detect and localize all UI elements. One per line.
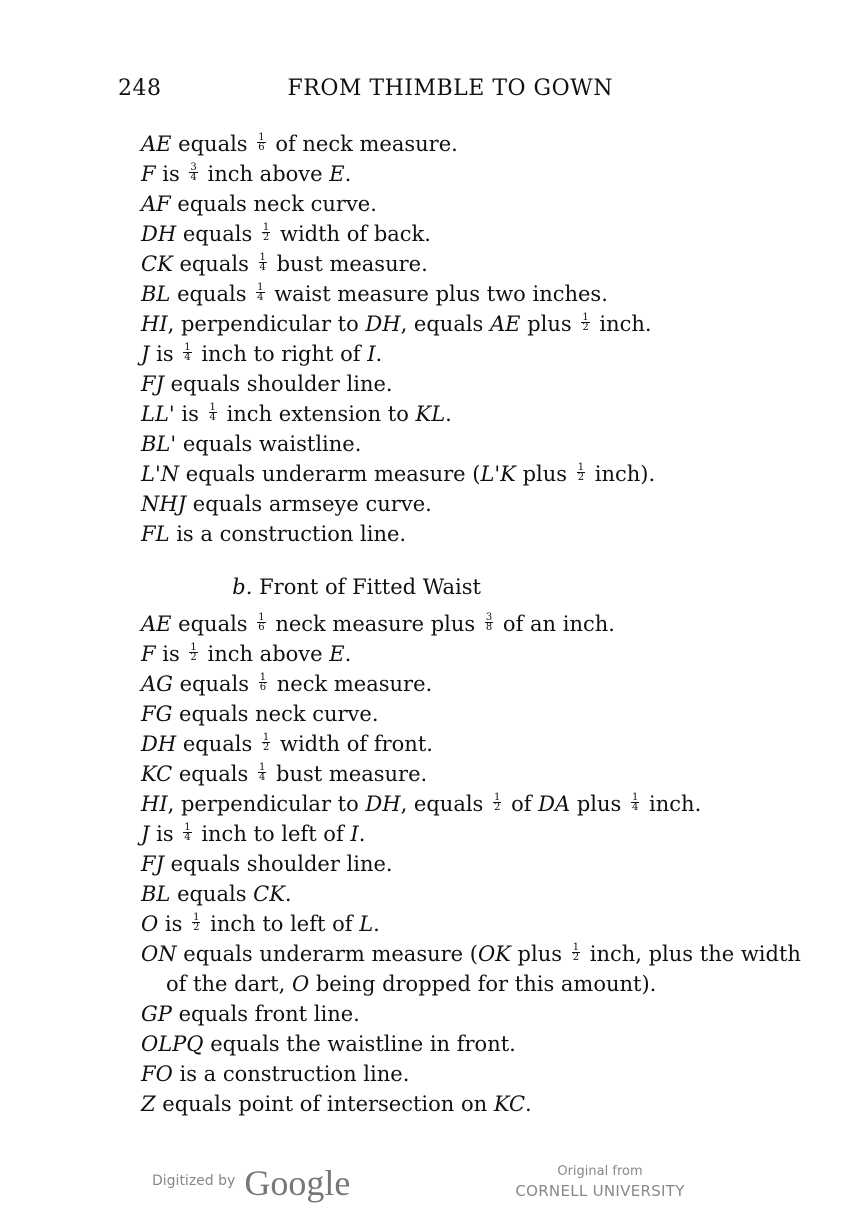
point-label: FJ	[141, 852, 164, 876]
point-label: I	[367, 342, 376, 366]
line-text: inch.	[592, 312, 652, 336]
point-label: KL	[415, 402, 446, 426]
line-text: is	[155, 642, 187, 666]
point-label: AE	[141, 612, 172, 636]
fraction-denominator: 2	[572, 952, 580, 963]
point-label: BL'	[141, 432, 177, 456]
fraction-numerator: 1	[582, 312, 589, 323]
line-text: .	[284, 882, 292, 906]
point-label: Z	[141, 1092, 156, 1116]
point-label: BL	[141, 282, 171, 306]
instruction-line	[141, 399, 791, 429]
fraction-numerator: 1	[258, 132, 265, 143]
fraction-denominator: 2	[577, 472, 585, 483]
fraction	[259, 673, 267, 692]
point-label: FL	[141, 522, 170, 546]
point-label: DH	[365, 312, 401, 336]
line-text: being dropped for this amount).	[309, 972, 657, 996]
line-text: equals	[176, 222, 259, 246]
fraction-numerator: 1	[258, 762, 266, 773]
section-b-title: Front of Fitted Waist	[252, 575, 481, 599]
line-text: of	[504, 792, 539, 816]
line-text: inch to left of	[194, 822, 351, 846]
fraction	[192, 913, 200, 932]
line-text: is	[174, 402, 206, 426]
original-from-text: Original from	[557, 1164, 643, 1179]
fraction	[581, 313, 589, 332]
line-text: equals	[171, 132, 255, 156]
line-text: plus	[520, 312, 579, 336]
fraction-denominator: 4	[184, 352, 191, 363]
point-label: CK	[141, 252, 173, 276]
instruction-line	[141, 639, 791, 669]
google-logo: Google	[244, 1163, 351, 1203]
instruction-line	[141, 789, 791, 819]
fraction-numerator: 1	[258, 612, 265, 623]
line-text: .	[375, 342, 383, 366]
instruction-line	[141, 279, 791, 309]
fraction	[572, 943, 580, 962]
fraction	[189, 643, 197, 662]
fraction-denominator: 6	[259, 682, 267, 693]
line-text: neck measure.	[270, 672, 433, 696]
line-text: of an inch.	[496, 612, 615, 636]
fraction-denominator: 6	[258, 142, 265, 153]
fraction-numerator: 1	[257, 282, 264, 293]
instruction-line	[141, 759, 791, 789]
fraction-numerator: 1	[577, 462, 585, 473]
line-text: equals underarm measure (	[176, 942, 478, 966]
line-text: is	[149, 342, 181, 366]
line-text: width of front.	[273, 732, 433, 756]
line-text: , equals	[400, 792, 491, 816]
line-text: equals	[172, 672, 256, 696]
point-label: O	[141, 912, 159, 936]
line-text: inch extension to	[219, 402, 416, 426]
instruction-line	[141, 909, 791, 939]
line-text: is a construction line.	[172, 1062, 410, 1086]
institution-name: CORNELL UNIVERSITY	[515, 1182, 685, 1200]
point-label: F	[141, 642, 156, 666]
line-text: equals armseye curve.	[186, 492, 432, 516]
fraction-numerator: 1	[494, 792, 501, 803]
fraction	[577, 463, 585, 482]
point-label: HI	[141, 792, 168, 816]
point-label: HI	[141, 312, 168, 336]
fraction	[493, 793, 501, 812]
point-label: AE	[141, 132, 172, 156]
fraction-denominator: 2	[193, 922, 200, 933]
instruction-line	[141, 129, 791, 159]
line-text: equals shoulder line.	[164, 372, 393, 396]
fraction	[209, 403, 217, 422]
section-b-list	[141, 609, 801, 1119]
line-text: inch to right of	[194, 342, 368, 366]
fraction	[631, 793, 639, 812]
line-text: equals neck curve.	[172, 702, 379, 726]
section-a-list	[141, 129, 791, 549]
instruction-line	[141, 609, 791, 639]
line-text: .	[373, 912, 380, 936]
line-text: of neck measure.	[268, 132, 458, 156]
point-label: KC	[141, 762, 173, 786]
fraction	[256, 283, 264, 302]
instruction-line	[141, 729, 791, 759]
instruction-line	[141, 1089, 791, 1119]
fraction-denominator: 2	[494, 802, 501, 813]
line-text: plus	[515, 462, 574, 486]
fraction	[262, 223, 270, 242]
fraction	[259, 253, 267, 272]
point-label: OLPQ	[141, 1032, 204, 1056]
line-text: , perpendicular to	[167, 312, 366, 336]
point-label: AE	[490, 312, 521, 336]
fraction	[183, 823, 191, 842]
line-text: equals waistline.	[176, 432, 362, 456]
point-label: DH	[141, 732, 177, 756]
point-label: L	[359, 912, 374, 936]
line-text: equals	[172, 762, 255, 786]
page-number: 248	[118, 76, 162, 101]
point-label: CK	[253, 882, 285, 906]
digitized-by-watermark	[152, 1162, 350, 1206]
fraction-numerator: 1	[184, 822, 191, 833]
fraction-denominator: 2	[582, 322, 589, 333]
fraction-denominator: 2	[190, 652, 197, 663]
line-text: inch).	[588, 462, 656, 486]
fraction-numerator: 1	[259, 252, 266, 263]
fraction	[258, 763, 266, 782]
instruction-line	[141, 879, 791, 909]
line-text: .	[344, 642, 352, 666]
line-text: , equals	[400, 312, 491, 336]
instruction-line	[141, 309, 791, 339]
line-text: equals	[172, 252, 256, 276]
instruction-line	[141, 999, 791, 1029]
instruction-line	[141, 219, 791, 249]
point-label: L'N	[141, 462, 180, 486]
point-label: AF	[141, 192, 171, 216]
fraction	[257, 613, 265, 632]
line-text: .	[358, 822, 366, 846]
point-label: KC	[493, 1092, 526, 1116]
line-text: bust measure.	[269, 762, 428, 786]
point-label: GP	[141, 1002, 172, 1026]
page-header	[118, 76, 613, 106]
line-text: .	[445, 402, 452, 426]
line-text: bust measure.	[269, 252, 428, 276]
line-text: inch, plus the width	[583, 942, 801, 966]
instruction-line	[141, 429, 791, 459]
fraction-numerator: 1	[632, 792, 639, 803]
fraction-denominator: 2	[262, 742, 270, 753]
line-text: inch above	[200, 642, 330, 666]
line-text: equals the waistline in front.	[203, 1032, 516, 1056]
fraction-numerator: 1	[209, 402, 216, 413]
section-b-letter: b.	[232, 575, 253, 599]
line-text: equals	[170, 282, 254, 306]
point-label: AG	[141, 672, 173, 696]
line-text: is	[149, 822, 181, 846]
fraction-denominator: 4	[184, 832, 191, 843]
line-text: width of back.	[273, 222, 431, 246]
line-text: equals underarm measure (	[179, 462, 481, 486]
point-label: DA	[538, 792, 571, 816]
fraction-numerator: 1	[262, 732, 270, 743]
line-text: equals point of intersection on	[155, 1092, 494, 1116]
fraction-numerator: 1	[184, 342, 191, 353]
line-text: of the dart,	[166, 972, 292, 996]
instruction-line	[141, 969, 791, 999]
instruction-line	[141, 189, 791, 219]
fraction-numerator: 1	[193, 912, 200, 923]
fraction	[183, 343, 191, 362]
line-text: equals neck curve.	[170, 192, 377, 216]
instruction-line	[141, 339, 791, 369]
section-b-heading	[141, 572, 481, 602]
point-label: O	[291, 972, 310, 996]
fraction-denominator: 2	[262, 232, 270, 243]
line-text: equals shoulder line.	[164, 852, 393, 876]
instruction-line	[141, 489, 791, 519]
line-text: equals front line.	[171, 1002, 360, 1026]
point-label: LL'	[141, 402, 175, 426]
line-text: equals	[171, 612, 255, 636]
line-text: is	[155, 162, 187, 186]
instruction-line	[141, 1059, 791, 1089]
line-text: , perpendicular to	[167, 792, 366, 816]
point-label: FJ	[141, 372, 164, 396]
original-from-watermark	[505, 1163, 695, 1201]
point-label: J	[141, 342, 150, 366]
line-text: inch above	[200, 162, 330, 186]
instruction-line	[141, 849, 791, 879]
fraction-numerator: 3	[190, 162, 197, 173]
point-label: ON	[141, 942, 177, 966]
point-label: FO	[141, 1062, 173, 1086]
line-text: is a construction line.	[169, 522, 407, 546]
line-text: neck measure plus	[268, 612, 482, 636]
line-text: is	[158, 912, 190, 936]
fraction-numerator: 1	[572, 942, 580, 953]
running-head: FROM THIMBLE TO GOWN	[287, 76, 613, 101]
instruction-line	[141, 249, 791, 279]
instruction-line	[141, 699, 791, 729]
digitized-by-text: Digitized by	[152, 1173, 236, 1189]
instruction-line	[141, 939, 801, 969]
fraction-denominator: 6	[258, 622, 265, 633]
point-label: L'K	[480, 462, 516, 486]
point-label: OK	[477, 942, 511, 966]
line-text: .	[344, 162, 352, 186]
fraction-denominator: 4	[632, 802, 639, 813]
fraction-denominator: 4	[257, 292, 264, 303]
point-label: BL	[141, 882, 171, 906]
instruction-line	[141, 459, 791, 489]
instruction-line	[141, 819, 791, 849]
fraction-numerator: 1	[262, 222, 270, 233]
point-label: J	[141, 822, 150, 846]
line-text: plus	[570, 792, 628, 816]
point-label: F	[141, 162, 156, 186]
instruction-line	[141, 159, 791, 189]
point-label: DH	[141, 222, 177, 246]
fraction-numerator: 1	[259, 672, 267, 683]
fraction-numerator: 1	[190, 642, 197, 653]
point-label: I	[350, 822, 359, 846]
fraction	[262, 733, 270, 752]
fraction	[189, 163, 197, 182]
instruction-line	[141, 519, 791, 549]
line-text: plus	[510, 942, 569, 966]
instruction-line	[141, 1029, 791, 1059]
line-text: .	[525, 1092, 532, 1116]
fraction-denominator: 8	[485, 622, 493, 633]
line-text: equals	[176, 732, 259, 756]
fraction-denominator: 4	[259, 262, 266, 273]
point-label: NHJ	[141, 492, 187, 516]
fraction	[257, 133, 265, 152]
instruction-line	[141, 369, 791, 399]
fraction-denominator: 4	[209, 412, 216, 423]
line-text: inch.	[642, 792, 702, 816]
instruction-line	[141, 669, 791, 699]
point-label: DH	[365, 792, 401, 816]
point-label: FG	[141, 702, 173, 726]
fraction-denominator: 4	[258, 772, 266, 783]
line-text: equals	[170, 882, 254, 906]
point-label: E	[329, 642, 345, 666]
fraction-numerator: 3	[485, 612, 493, 623]
fraction	[485, 613, 493, 632]
fraction-denominator: 4	[190, 172, 197, 183]
line-text: inch to left of	[203, 912, 360, 936]
point-label: E	[329, 162, 345, 186]
line-text: waist measure plus two inches.	[267, 282, 608, 306]
